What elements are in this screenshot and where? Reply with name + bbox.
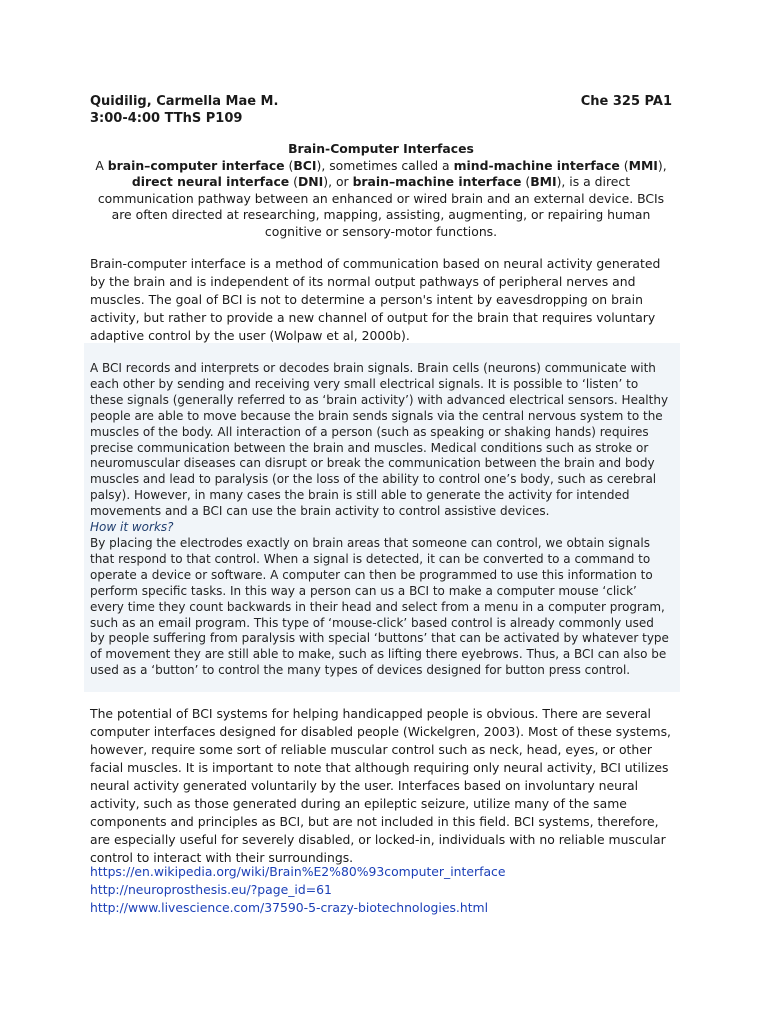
class-schedule: 3:00-4:00 TThS P109	[90, 111, 243, 126]
subheading-how-it-works: How it works?	[90, 520, 174, 535]
paragraph-how-it-works: By placing the electrodes exactly on brain areas that someone can control, we obtain signals that respond to that control. When a signal is detected, it can be converted to a command to operate a device or software. A computer can then be programmed to use this information to perform specific tasks. In this way a person can us a BCI to make a computer mouse ‘click’ every time they count backwards in their head and select from a menu in a computer program, such as an email program. This type of ‘mouse-click’ based control is already commonly used by people suffering from paralysis with special ‘buttons’ that can be activated by whatever type of movement they are still able to make, such as lifting there eyebrows. Thus, a BCI can also be used as a ‘button’ to control the many types of devices designed for button press control.	[90, 535, 669, 678]
paragraph-definition: Brain-computer interface is a method of communication based on neural activity generated by the brain and is independent of its normal output pathways of peripheral nerves and muscles. The goal of BCI is not to determine a person's intent by eavesdropping on brain activity, but rather to provide a new channel of output for the brain that requires voluntary adaptive control by the user (Wolpaw et al, 2000b).	[90, 256, 661, 343]
shaded-section	[90, 361, 672, 679]
paragraph-potential: The potential of BCI systems for helping handicapped people is obvious. There are several computer interfaces designed for disabled people (Wickelgren, 2003). Most of these systems, however, require some sort of reliable muscular control such as neck, head, eyes, or other facial muscles. It is important to note that although requiring only neural activity, BCI utilizes neural activity generated voluntarily by the user. Interfaces based on involuntary neural activity, such as those generated during an epileptic seizure, utilize many of the same components and principles as BCI, but are not included in this field. BCI systems, therefore, are especially useful for severely disabled, or locked-in, individuals with no reliable muscular control to interact with their surroundings.	[90, 706, 671, 865]
paragraph-signals: A BCI records and interprets or decodes brain signals. Brain cells (neurons) communicate with each other by sending and receiving very small electrical signals. It is possible to ‘listen’ to these signals (generally referred to as ‘brain activity’) with advanced electrical sensors. Healthy people are able to move because the brain sends signals via the central nervous system to the muscles of the body. All interaction of a person (such as speaking or shaking hands) requires precise communication between the brain and muscles. Medical conditions such as stroke or neuromuscular diseases can disrupt or break the communication between the brain and body muscles and lead to paralysis (or the loss of the ability to control one’s body, such as cerebral palsy). However, in many cases the brain is still able to generate the activity for intended movements and a BCI can use the brain activity to control assistive devices.	[90, 361, 669, 519]
author-name: Quidilig, Carmella Mae M.	[90, 94, 279, 109]
link-neuroprosthesis[interactable]: http://neuroprosthesis.eu/?page_id=61	[90, 882, 332, 897]
link-livescience[interactable]: http://www.livescience.com/37590-5-crazy-biotechnologies.html	[90, 900, 489, 915]
reference-links	[90, 863, 672, 917]
link-wikipedia[interactable]: https://en.wikipedia.org/wiki/Brain%E2%80%93computer_interface	[90, 864, 506, 879]
course-code: Che 325 PA1	[580, 94, 672, 109]
intro-section	[90, 141, 672, 240]
document-header	[90, 93, 672, 127]
document-title: Brain-Computer Interfaces	[288, 141, 474, 156]
intro-paragraph: A brain–computer interface (BCI), sometimes called a mind-machine interface (MMI), direct neural interface (DNI), or brain–machine interface (BMI), is a direct communication pathway between an enhanced or wired brain and an external device. BCIs are often directed at researching, mapping, assisting, augmenting, or repairing human cognitive or sensory-motor functions.	[95, 157, 667, 239]
